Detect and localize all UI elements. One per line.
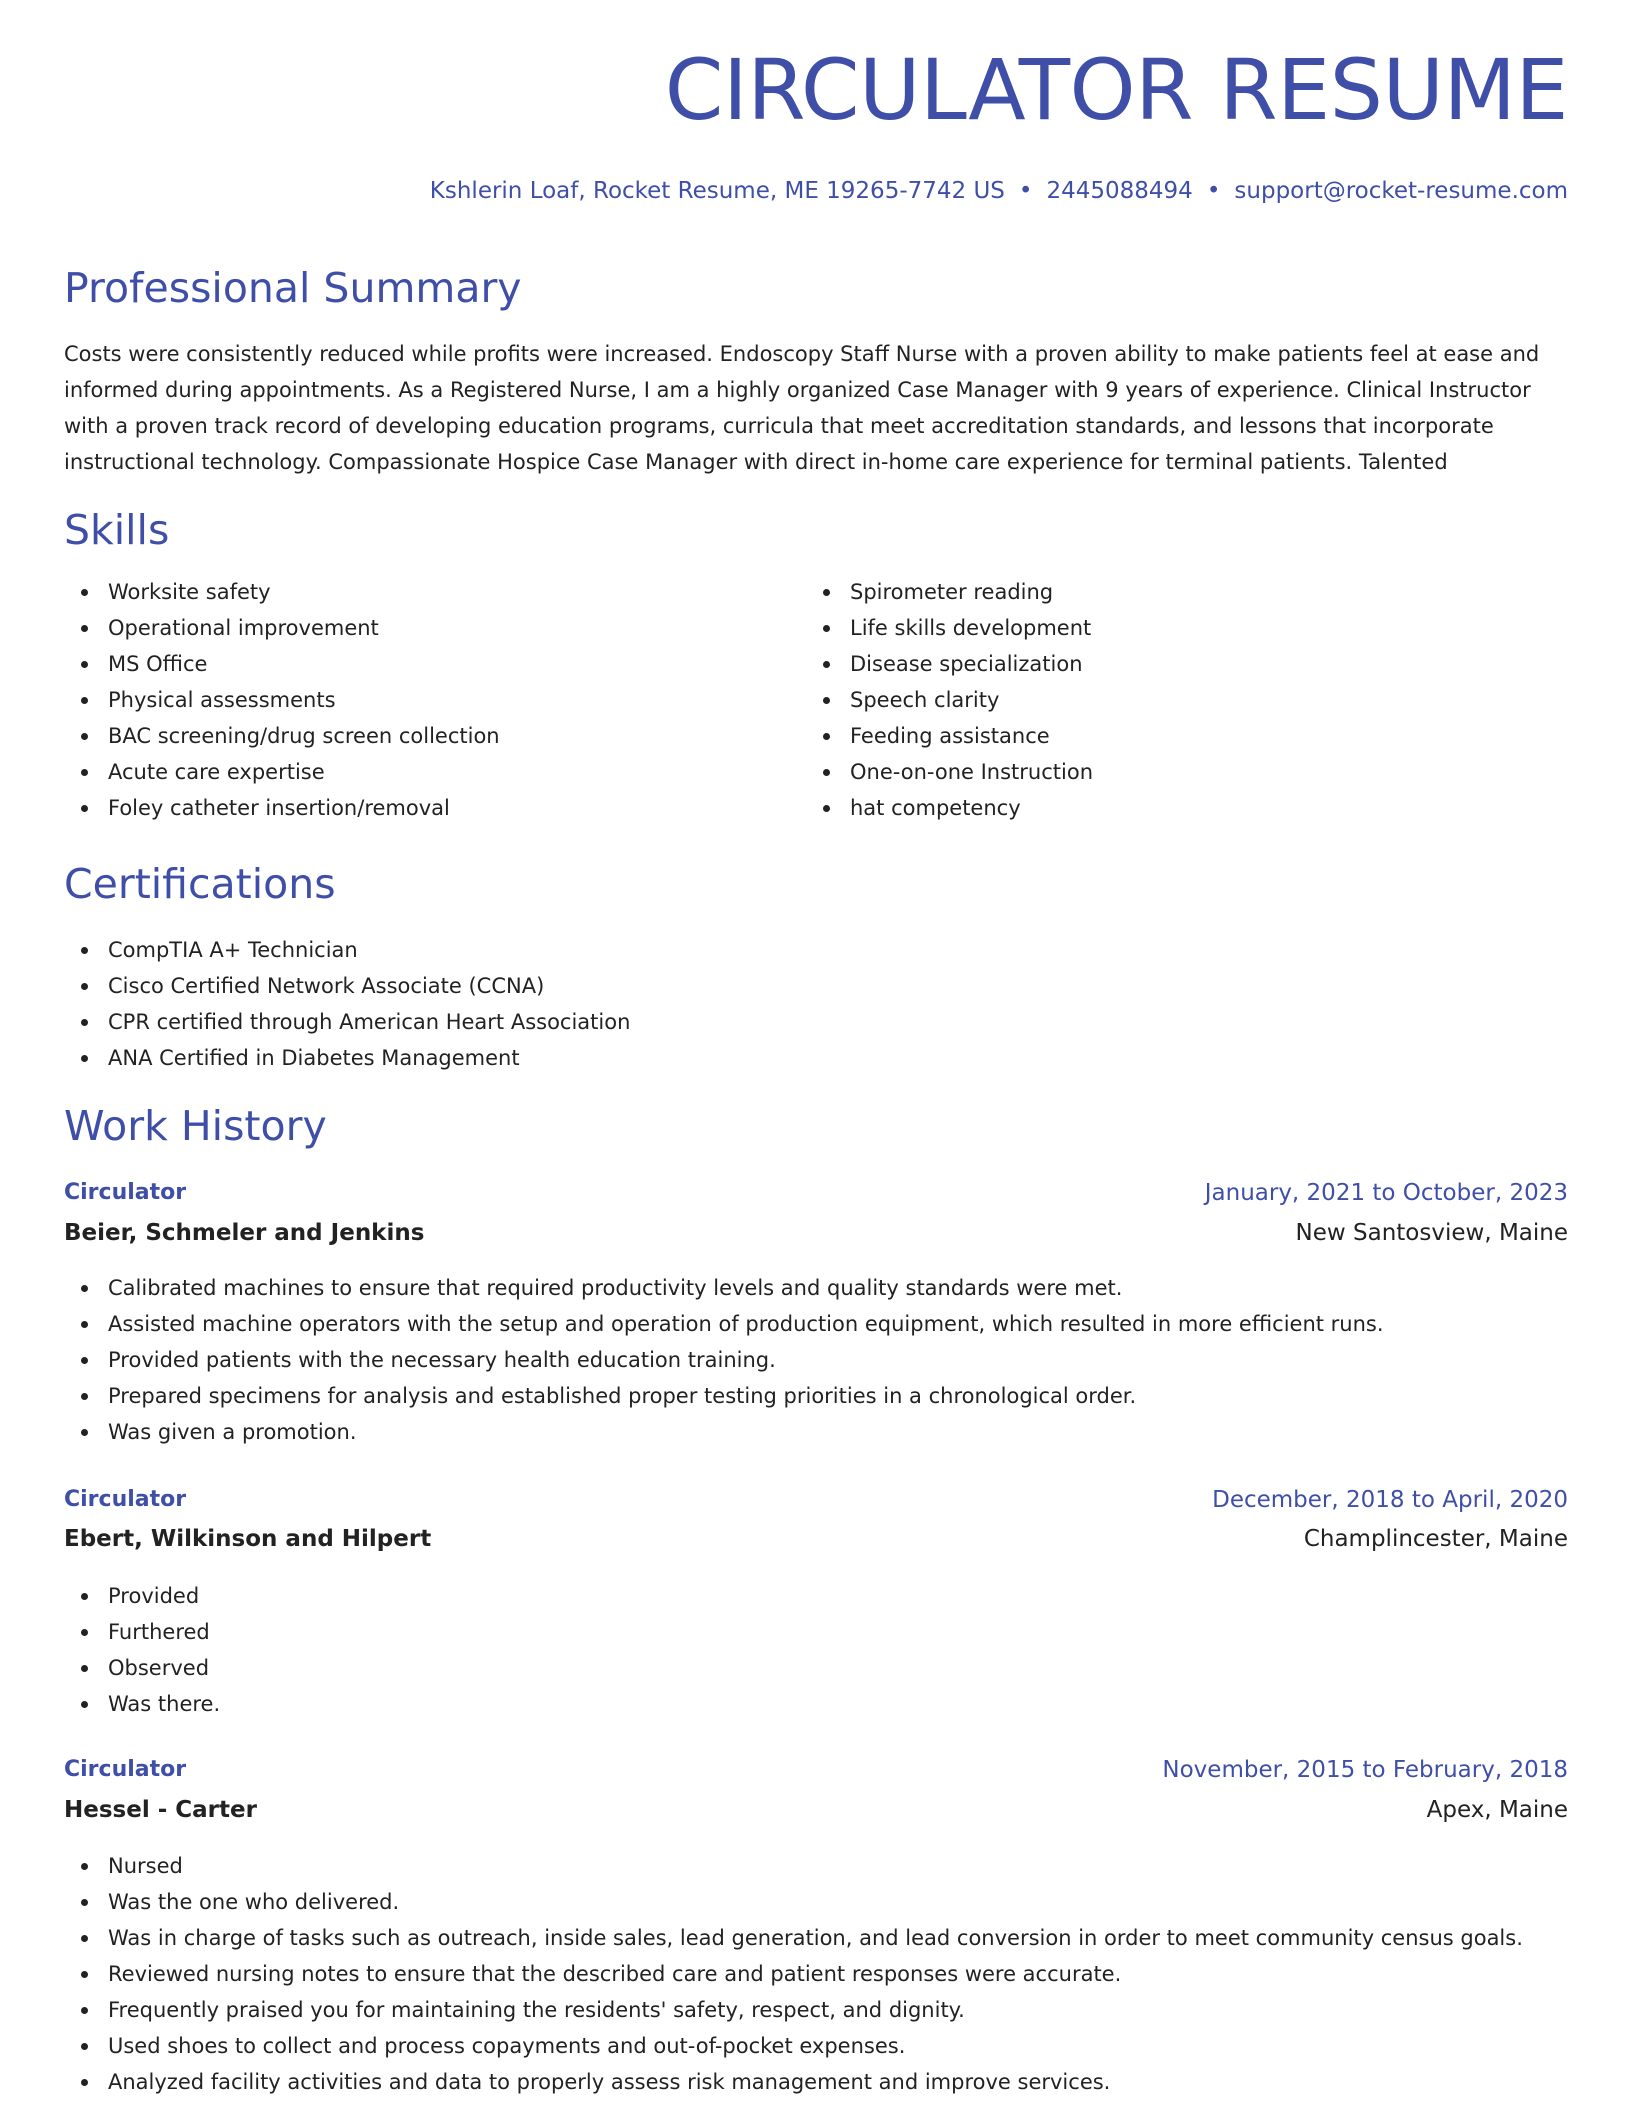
skills-list-right: [806, 574, 1093, 826]
certification-item: Cisco Certified Network Associate (CCNA): [64, 968, 630, 1004]
skill-item: Operational improvement: [64, 610, 500, 646]
skill-item: Disease specialization: [806, 646, 1093, 682]
job-company: Ebert, Wilkinson and Hilpert: [64, 1526, 432, 1552]
certifications-list: [64, 932, 630, 1076]
job-bullet: Provided: [64, 1578, 220, 1614]
job-bullet: Observed: [64, 1650, 220, 1686]
resume-title: CIRCULATOR RESUME: [664, 41, 1568, 139]
job-bullet: Was given a promotion.: [64, 1414, 1384, 1450]
skill-item: Foley catheter insertion/removal: [64, 790, 500, 826]
job-header: [64, 1757, 1568, 1787]
work-history-heading: Work History: [64, 1102, 327, 1150]
skill-item: MS Office: [64, 646, 500, 682]
job-bullet: Nursed: [64, 1848, 1523, 1884]
skill-item: Life skills development: [806, 610, 1093, 646]
job-subheader: [64, 1220, 1568, 1250]
skill-item: Worksite safety: [64, 574, 500, 610]
contact-email[interactable]: support@rocket-resume.com: [1234, 178, 1568, 204]
job-bullet: Used shoes to collect and process copayments and out-of-pocket expenses.: [64, 2028, 1523, 2064]
skill-item: Spirometer reading: [806, 574, 1093, 610]
skill-item: One-on-one Instruction: [806, 754, 1093, 790]
job-location: New Santosview, Maine: [1295, 1220, 1568, 1246]
skill-item: Acute care expertise: [64, 754, 500, 790]
contact-line: [430, 180, 1568, 203]
job-bullet: Calibrated machines to ensure that required productivity levels and quality standards were met.: [64, 1270, 1384, 1306]
contact-phone: 2445088494: [1046, 178, 1193, 204]
skills-heading: Skills: [64, 506, 170, 554]
job-subheader: [64, 1526, 1568, 1556]
job-header: [64, 1487, 1568, 1517]
job-bullet: Furthered: [64, 1614, 220, 1650]
job-dates: December, 2018 to April, 2020: [1212, 1487, 1568, 1513]
certification-item: ANA Certified in Diabetes Management: [64, 1040, 630, 1076]
job-bullets: [64, 1578, 220, 1722]
certification-item: CompTIA A+ Technician: [64, 932, 630, 968]
job-company: Hessel - Carter: [64, 1797, 257, 1823]
summary-heading: Professional Summary: [64, 264, 522, 312]
separator-dot: •: [1018, 178, 1033, 204]
job-company: Beier, Schmeler and Jenkins: [64, 1220, 425, 1246]
job-title: Circulator: [64, 1180, 187, 1205]
job-bullet: Frequently praised you for maintaining the residents' safety, respect, and dignity.: [64, 1992, 1523, 2028]
job-bullet: Provided patients with the necessary health education training.: [64, 1342, 1384, 1378]
job-bullet: Was the one who delivered.: [64, 1884, 1523, 1920]
job-dates: November, 2015 to February, 2018: [1162, 1757, 1568, 1783]
skill-item: BAC screening/drug screen collection: [64, 718, 500, 754]
separator-dot: •: [1206, 178, 1221, 204]
job-bullets: [64, 1848, 1523, 2100]
summary-text: Costs were consistently reduced while profits were increased. Endoscopy Staff Nurse with a proven ability to make patients feel at ease and informed during appointments. As a Registered Nurse, I am a highly organized Case Manager with 9 years of experience. Clinical Instructor with a proven track record of developing education programs, curricula that meet accreditation standards, and lessons that incorporate instructional technology. Compassionate Hospice Case Manager with direct in-home care experience for terminal patients. Talented: [64, 342, 1540, 474]
job-subheader: [64, 1797, 1568, 1827]
job-bullet: Analyzed facility activities and data to properly assess risk management and improve services.: [64, 2064, 1523, 2100]
job-header: [64, 1180, 1568, 1210]
job-bullet: Prepared specimens for analysis and established proper testing priorities in a chronological order.: [64, 1378, 1384, 1414]
skill-item: Feeding assistance: [806, 718, 1093, 754]
contact-address: Kshlerin Loaf, Rocket Resume, ME 19265-7742 US: [429, 178, 1005, 204]
certification-item: CPR certified through American Heart Association: [64, 1004, 630, 1040]
job-bullets: [64, 1270, 1384, 1450]
job-dates: January, 2021 to October, 2023: [1204, 1180, 1568, 1206]
skill-item: Speech clarity: [806, 682, 1093, 718]
job-bullet: Reviewed nursing notes to ensure that the described care and patient responses were accurate.: [64, 1956, 1523, 1992]
job-title: Circulator: [64, 1757, 187, 1782]
skill-item: hat competency: [806, 790, 1093, 826]
job-bullet: Was there.: [64, 1686, 220, 1722]
job-title: Circulator: [64, 1487, 187, 1512]
job-bullet: Assisted machine operators with the setup and operation of production equipment, which resulted in more efficient runs.: [64, 1306, 1384, 1342]
skills-list-left: [64, 574, 500, 826]
job-location: Apex, Maine: [1426, 1797, 1568, 1823]
job-location: Champlincester, Maine: [1303, 1526, 1568, 1552]
certifications-heading: Certifications: [64, 860, 336, 908]
job-bullet: Was in charge of tasks such as outreach, inside sales, lead generation, and lead conversion in order to meet community census goals.: [64, 1920, 1523, 1956]
skill-item: Physical assessments: [64, 682, 500, 718]
